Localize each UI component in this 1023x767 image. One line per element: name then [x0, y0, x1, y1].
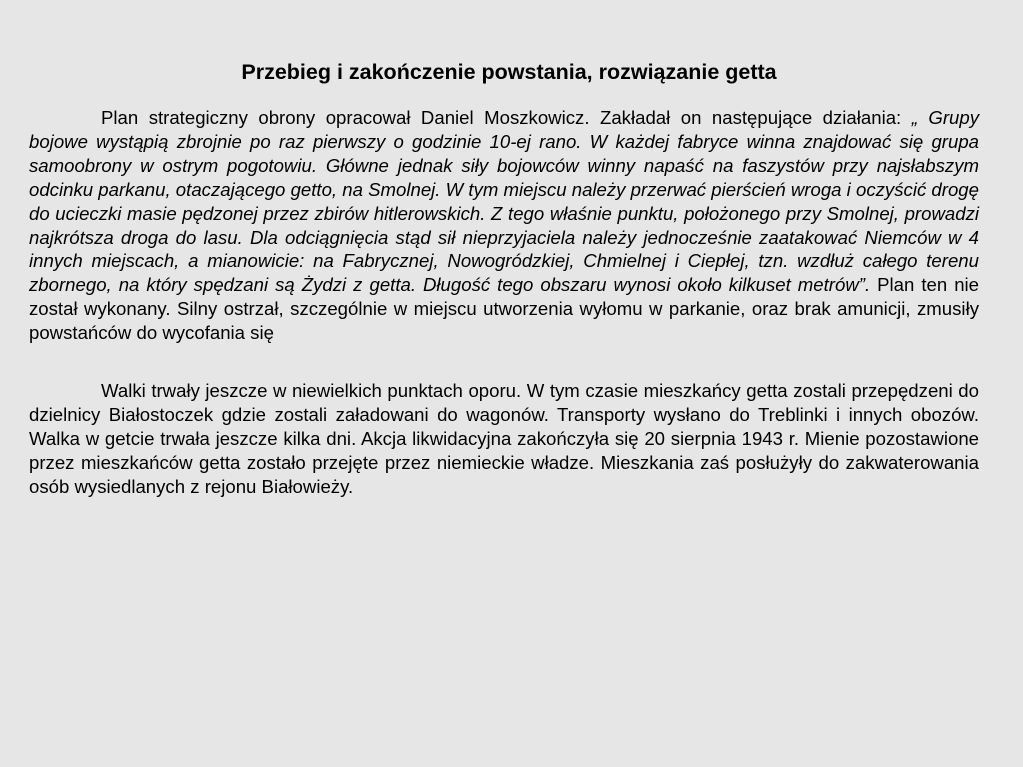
- paragraph-liquidation: Walki trwały jeszcze w niewielkich punktach oporu. W tym czasie mieszkańcy getta zostali przepędzeni do dzielnicy Białostoczek gdzie zostali załadowani do wagonów. Transporty wysłano do Treblinki i innych obozów. Walka w getcie trwała jeszcze kilka dni. Akcja likwidacyjna zakończyła się 20 sierpnia 1943 r. Mienie pozostawione przez mieszkańców getta zostało przejęte przez niemieckie władze. Mieszkania zaś posłużyły do zakwaterowania osób wysiedlanych z rejonu Białowieży.: [29, 380, 979, 497]
- slide-title: Przebieg i zakończenie powstania, rozwiązanie getta: [241, 60, 777, 84]
- paragraph-plan-intro: Plan strategiczny obrony opracował Daniel Moszkowicz. Zakładał on następujące działania:: [101, 107, 912, 128]
- paragraph-plan-quote: „ Grupy bojowe wystąpią zbrojnie po raz pierwszy o godzinie 10-ej rano. W każdej fabryce winna znajdować się grupa samoobrony w ostrym pogotowiu. Główne jednak siły bojowców winny napaść na faszystów przy najsłabszym odcinku parkanu, otaczającego getto, na Smolnej. W tym miejscu należy przerwać pierścień wroga i oczyścić drogę do ucieczki masie pędzonej przez zbirów hitlerowskich. Z tego właśnie punktu, położonego przy Smolnej, prowadzi najkrótsza droga do lasu. Dla odciągnięcia stąd sił nieprzyjaciela należy jednocześnie zaatakować Niemców w 4 innych miejscach, a mianowicie: na Fabrycznej, Nowogródzkiej, Chmielnej i Ciepłej, tzn. wzdłuż całego terenu zbornego, na który spędzani są Żydzi z getta. Długość tego obszaru wynosi około kilkuset metrów”.: [29, 107, 980, 296]
- paragraph-plan: [29, 106, 979, 345]
- paragraph-plan-outro: Plan ten nie został wykonany. Silny ostrzał, szczególnie w miejscu utworzenia wyłomu w parkanie, oraz brak amunicji, zmusiły powstańców do wycofania się: [29, 274, 980, 344]
